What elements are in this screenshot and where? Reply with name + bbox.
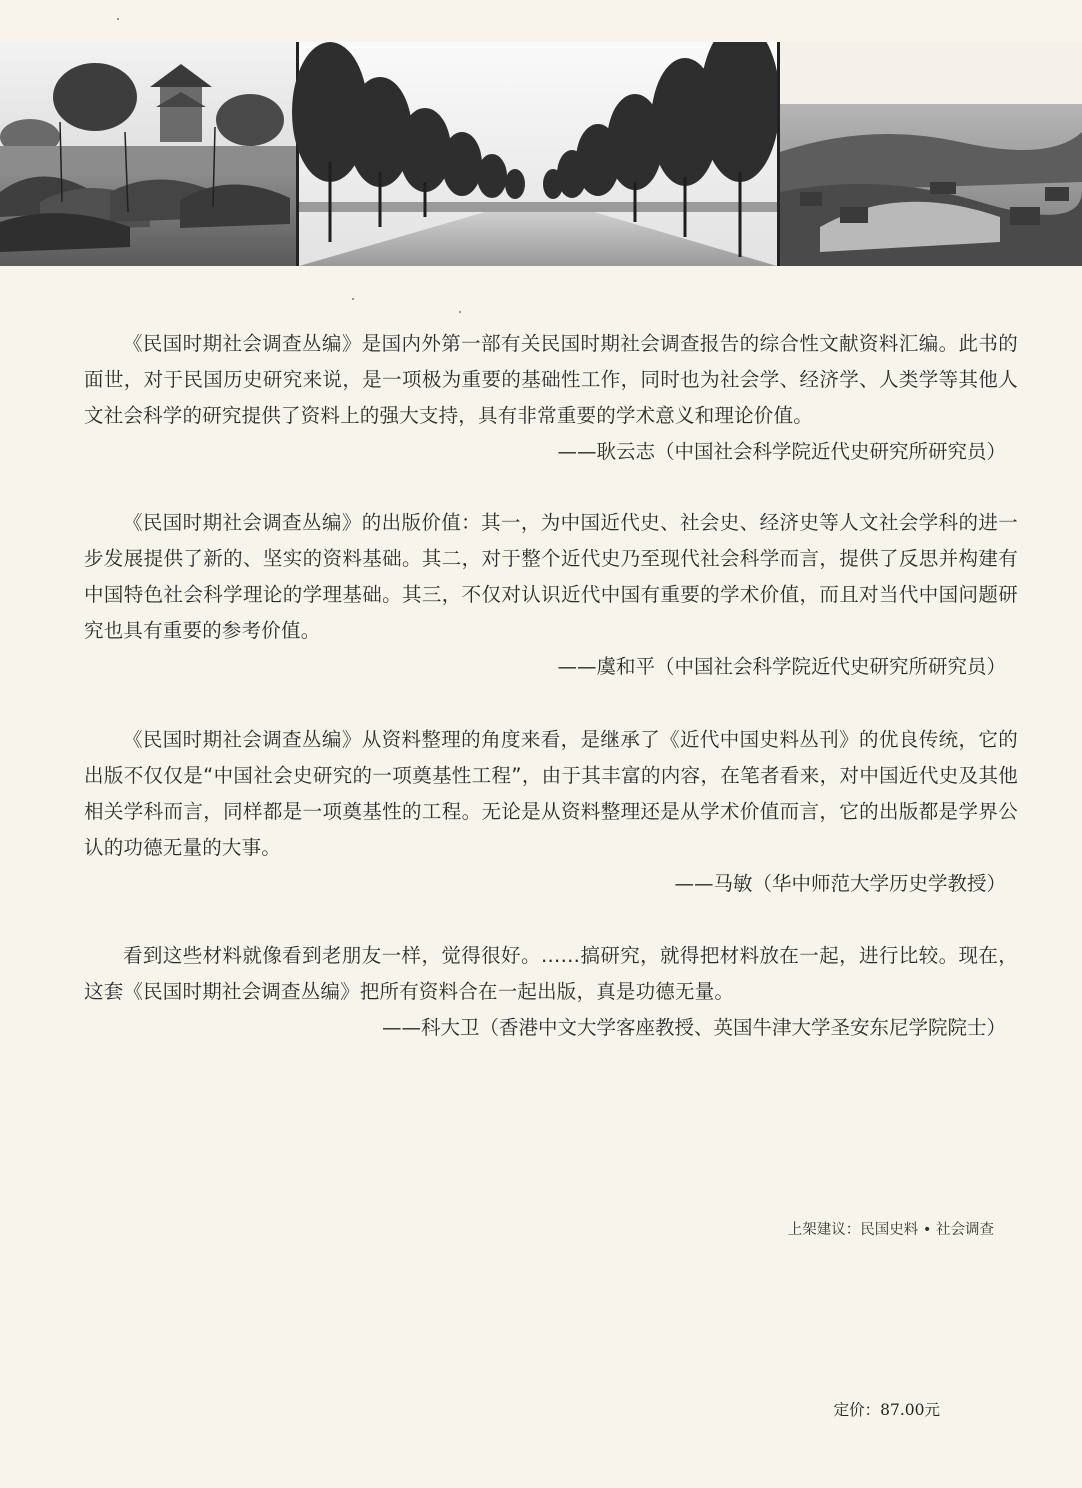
quote-attribution: ——科大卫（香港中文大学客座教授、英国牛津大学圣安东尼学院院士） — [381, 1016, 1006, 1039]
shelf-suggestion: 上架建议：民国史料 • 社会调查 — [787, 1222, 994, 1238]
tree-lined-road-photo — [292, 42, 780, 266]
scan-speck — [117, 18, 119, 20]
price-label: 定价：87.00元 — [833, 1401, 940, 1419]
review-quote-4 — [84, 938, 1018, 1046]
boats-and-pagoda-photo — [0, 42, 296, 266]
quote-attribution: ——虞和平（中国社会科学院近代史研究所研究员） — [557, 655, 1006, 678]
quote-attribution: ——马敏（华中师范大学历史学教授） — [674, 872, 1006, 895]
review-quote-1 — [84, 326, 1018, 470]
review-quote-3 — [84, 722, 1018, 902]
quote-text: 看到这些材料就像看到老朋友一样，觉得很好。……搞研究，就得把材料放在一起，进行比较。现在，这套《民国时期社会调查丛编》把所有资料合在一起出版，真是功德无量。 — [84, 944, 1018, 1003]
quote-text: 《民国时期社会调查丛编》从资料整理的角度来看，是继承了《近代中国史料丛刊》的优良传统，它的出版不仅仅是“中国社会史研究的一项奠基性工程”，由于其丰富的内容，在笔者看来，对中国近代史及其他相关学科而言，同样都是一项奠基性的工程。无论是从资料整理还是从学术价值而言，它的出版都是学界公认的功德无量的大事。 — [84, 728, 1018, 859]
quote-text: 《民国时期社会调查丛编》是国内外第一部有关民国时期社会调查报告的综合性文献资料汇编。此书的面世，对于民国历史研究来说，是一项极为重要的基础性工作，同时也为社会学、经济学、人类学等其他人文社会科学的研究提供了资料上的强大支持，具有非常重要的学术意义和理论价值。 — [84, 332, 1018, 427]
scan-speck — [352, 298, 354, 300]
review-quote-2 — [84, 505, 1018, 685]
river-town-aerial-photo — [780, 42, 1082, 266]
photo-strip — [0, 42, 1082, 266]
scan-speck — [459, 311, 461, 313]
quote-attribution: ——耿云志（中国社会科学院近代史研究所研究员） — [557, 440, 1006, 463]
quote-text: 《民国时期社会调查丛编》的出版价值：其一，为中国近代史、社会史、经济史等人文社会学科的进一步发展提供了新的、坚实的资料基础。其二，对于整个近代史乃至现代社会科学而言，提供了反思并构建有中国特色社会科学理论的学理基础。其三，不仅对认识近代中国有重要的学术价值，而且对当代中国问题研究也具有重要的参考价值。 — [84, 511, 1018, 642]
